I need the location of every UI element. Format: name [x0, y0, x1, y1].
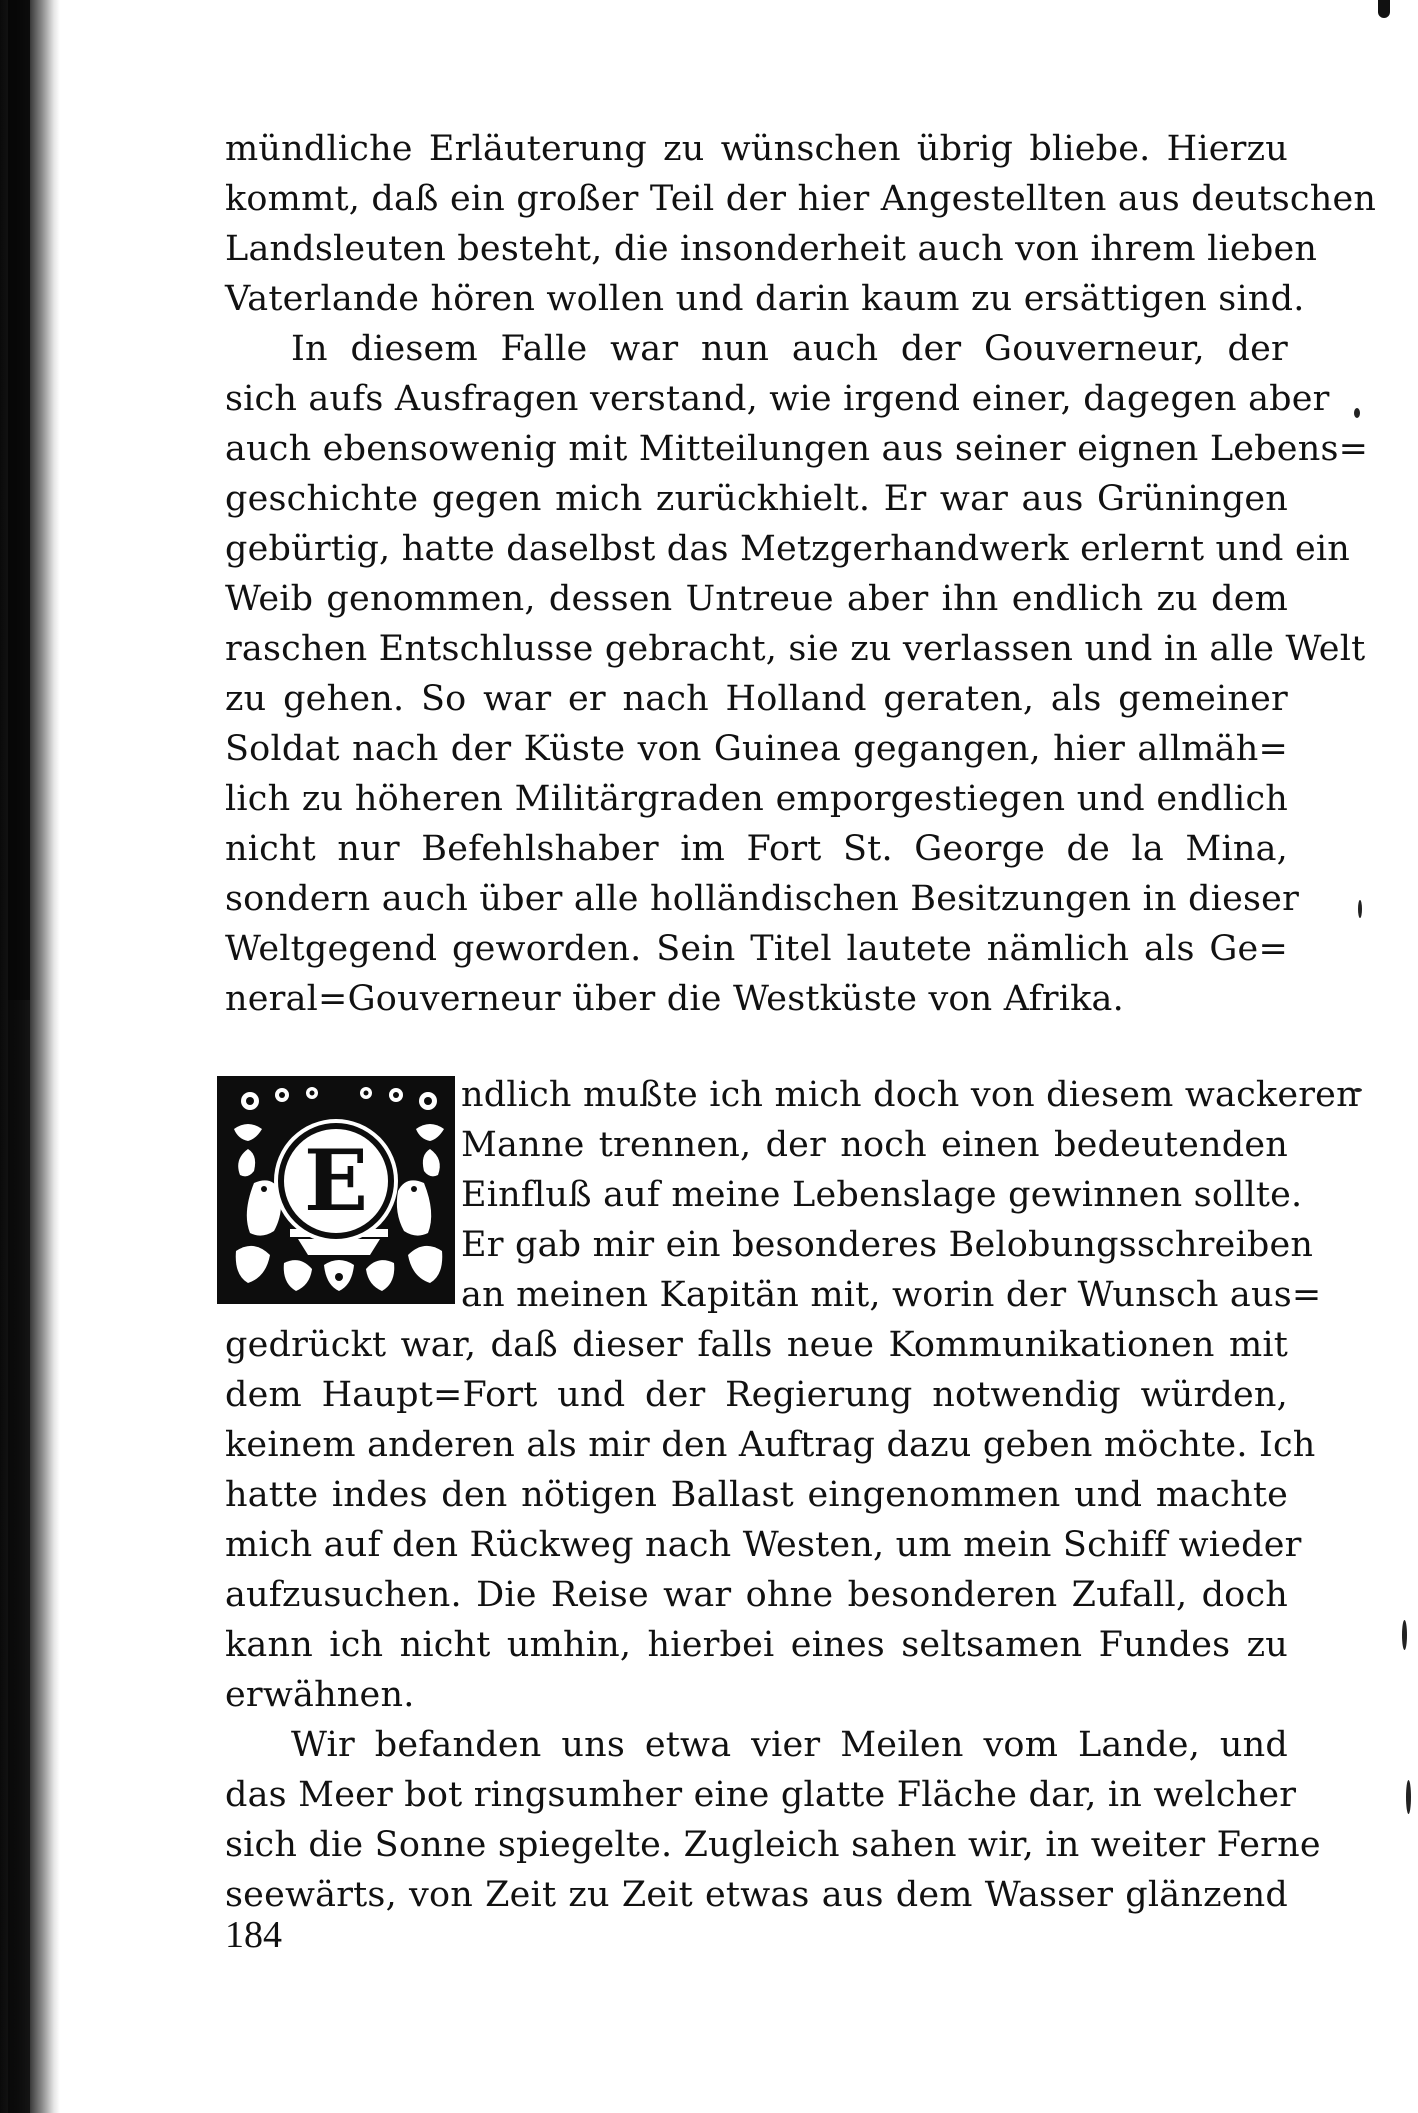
- text-line: sich die Sonne spiegelte. Zugleich sahen wir, in weiter Ferne: [225, 1825, 1321, 1865]
- text-line: erwähnen.: [225, 1675, 415, 1715]
- text-line: auch ebensowenig mit Mitteilungen aus seiner eignen Lebens=: [225, 429, 1369, 469]
- text-line: gebürtig, hatte daselbst das Metzgerhandwerk erlernt und ein: [225, 529, 1351, 569]
- text-line: kommt, daß ein großer Teil der hier Angestellten aus deutschen: [225, 179, 1377, 219]
- scan-corner-mark: [1378, 0, 1390, 18]
- text-line: In diesem Falle war nun auch der Gouverneur, der: [291, 329, 1288, 369]
- text-line: ndlich mußte ich mich doch von diesem wackeren: [461, 1075, 1359, 1115]
- text-line: geschichte gegen mich zurückhielt. Er war aus Grüningen: [225, 479, 1288, 519]
- text-line: hatte indes den nötigen Ballast eingenommen und machte: [225, 1475, 1288, 1515]
- text-line: Manne trennen, der noch einen bedeutenden: [461, 1125, 1288, 1165]
- text-line: aufzusuchen. Die Reise war ohne besonderen Zufall, doch: [225, 1575, 1288, 1615]
- text-line: gedrückt war, daß dieser falls neue Kommunikationen mit: [225, 1325, 1288, 1365]
- text-line: mich auf den Rückweg nach Westen, um mein Schiff wieder: [225, 1525, 1302, 1565]
- text-line: Landsleuten besteht, die insonderheit auch von ihrem lieben: [225, 229, 1318, 269]
- paragraph: [225, 1720, 1321, 1920]
- page-number: 184: [225, 1914, 282, 1956]
- paragraph: [225, 324, 1369, 1024]
- binding-shadow: [8, 0, 30, 1000]
- text-line: Soldat nach der Küste von Guinea gegangen, hier allmäh=: [225, 729, 1288, 769]
- text-line: zu gehen. So war er nach Holland geraten, als gemeiner: [225, 679, 1288, 719]
- text-line: Weltgegend geworden. Sein Titel lautete nämlich als Ge=: [225, 929, 1288, 969]
- scan-speck: [1406, 1780, 1411, 1814]
- drop-cap-letter: E: [278, 1123, 394, 1239]
- text-line: an meinen Kapitän mit, worin der Wunsch aus=: [461, 1275, 1322, 1315]
- text-line: raschen Entschlusse gebracht, sie zu verlassen und in alle Welt: [225, 629, 1366, 669]
- text-line: nicht nur Befehlshaber im Fort St. George de la Mina,: [225, 829, 1288, 869]
- decorated-initial: [217, 1076, 455, 1304]
- text-line: Einfluß auf meine Lebenslage gewinnen sollte.: [461, 1175, 1303, 1215]
- scan-speck: [1358, 900, 1362, 918]
- text-line: neral=Gouverneur über die Westküste von Afrika.: [225, 979, 1124, 1019]
- section-gap: [225, 1024, 1288, 1070]
- scan-speck: [1402, 1620, 1407, 1650]
- paragraph-with-drop-cap: [225, 1070, 1359, 1720]
- text-line: mündliche Erläuterung zu wünschen übrig bliebe. Hierzu: [225, 129, 1288, 169]
- binding-shadow: [8, 1000, 30, 2113]
- text-line: lich zu höheren Militärgraden emporgestiegen und endlich: [225, 779, 1288, 819]
- page-text: [225, 124, 1377, 1920]
- scan-speck: [1354, 408, 1360, 418]
- paragraph: [225, 124, 1377, 324]
- text-line: das Meer bot ringsumher eine glatte Fläche dar, in welcher: [225, 1775, 1297, 1815]
- text-line: Weib genommen, dessen Untreue aber ihn endlich zu dem: [225, 579, 1288, 619]
- text-line: sondern auch über alle holländischen Besitzungen in dieser: [225, 879, 1300, 919]
- text-line: Er gab mir ein besonderes Belobungsschreiben: [461, 1225, 1314, 1265]
- text-line: seewärts, von Zeit zu Zeit etwas aus dem Wasser glänzend: [225, 1875, 1288, 1915]
- text-line: dem Haupt=Fort und der Regierung notwendig würden,: [225, 1375, 1288, 1415]
- text-line: Vaterlande hören wollen und darin kaum zu ersättigen sind.: [225, 279, 1305, 319]
- text-line: keinem anderen als mir den Auftrag dazu geben möchte. Ich: [225, 1425, 1316, 1465]
- text-line: sich aufs Ausfragen verstand, wie irgend einer, dagegen aber: [225, 379, 1330, 419]
- text-line: Wir befanden uns etwa vier Meilen vom Lande, und: [291, 1725, 1288, 1765]
- text-line: kann ich nicht umhin, hierbei eines seltsamen Fundes zu: [225, 1625, 1288, 1665]
